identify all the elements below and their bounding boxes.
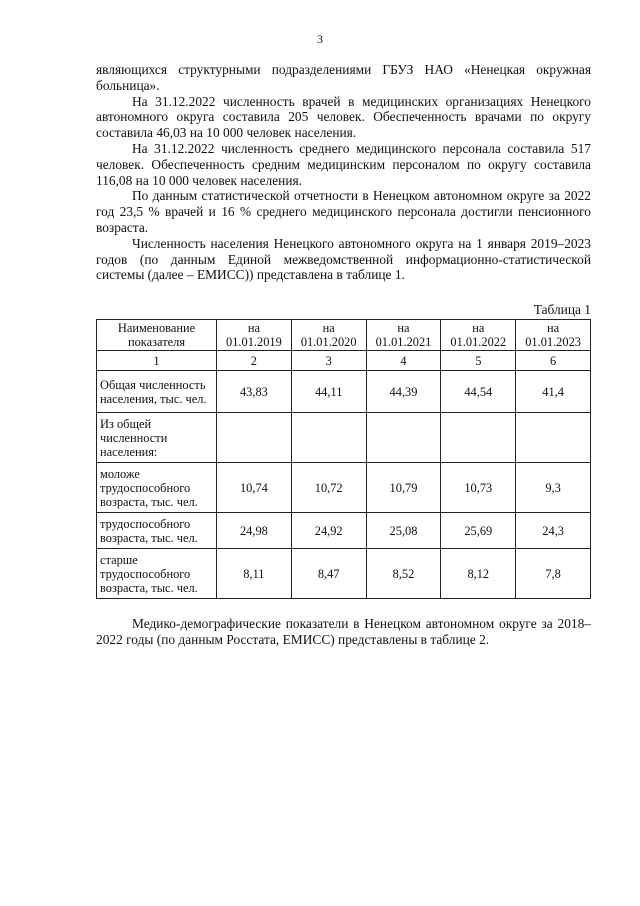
table-cell: 25,08 [366, 513, 441, 549]
table-header-row [97, 320, 591, 351]
column-index: 1 [97, 351, 217, 371]
table-cell: 24,3 [516, 513, 591, 549]
table-cell: 10,72 [291, 463, 366, 513]
column-header: на 01.01.2021 [366, 320, 441, 351]
row-label: Общая численность населения, тыс. чел. [97, 371, 217, 413]
paragraph: На 31.12.2022 численность врачей в медицинских организациях Ненецкого автономного округа составила 205 человек. Обеспеченность врачами по округу составила 46,03 на 10 000 человек населения. [96, 93, 591, 141]
table-cell: 8,12 [441, 549, 516, 599]
paragraph: Медико-демографические показатели в Ненецком автономном округе за 2018–2022 годы (по данным Росстата, ЕМИСС) представлены в таблице 2. [96, 616, 591, 647]
column-header: на 01.01.2019 [217, 320, 292, 351]
column-header: на 01.01.2023 [516, 320, 591, 351]
row-label: Из общей численности населения: [97, 413, 217, 463]
table-cell: 10,73 [441, 463, 516, 513]
column-header: на 01.01.2022 [441, 320, 516, 351]
table-cell: 24,92 [291, 513, 366, 549]
table-cell: 44,11 [291, 371, 366, 413]
row-label: моложе трудоспособного возраста, тыс. чел. [97, 463, 217, 513]
table-cell: 43,83 [217, 371, 292, 413]
table-cell [516, 413, 591, 463]
table-cell: 7,8 [516, 549, 591, 599]
row-label: старше трудоспособного возраста, тыс. чел. [97, 549, 217, 599]
population-table [96, 319, 591, 599]
row-label: трудоспособного возраста, тыс. чел. [97, 513, 217, 549]
table-cell: 10,74 [217, 463, 292, 513]
column-header: на 01.01.2020 [291, 320, 366, 351]
column-index: 4 [366, 351, 441, 371]
table-cell: 44,54 [441, 371, 516, 413]
table-cell: 25,69 [441, 513, 516, 549]
paragraph: По данным статистической отчетности в Ненецком автономном округе за 2022 год 23,5 % врачей и 16 % среднего медицинского персонала достигли пенсионного возраста. [96, 188, 591, 235]
table-caption: Таблица 1 [533, 302, 591, 317]
column-index: 5 [441, 351, 516, 371]
column-index: 2 [217, 351, 292, 371]
paragraph: Численность населения Ненецкого автономного округа на 1 января 2019–2023 годов (по данным Единой межведомственной информационно-статистической системы (далее – ЕМИСС)) представлена в таблице 1. [96, 235, 591, 283]
column-index-row [97, 351, 591, 371]
table-cell: 8,52 [366, 549, 441, 599]
table-cell: 8,47 [291, 549, 366, 599]
table-cell [217, 413, 292, 463]
page-number: 3 [317, 32, 323, 46]
column-index: 3 [291, 351, 366, 371]
table-cell: 24,98 [217, 513, 292, 549]
body-text [96, 62, 591, 283]
closing-text [96, 616, 591, 648]
paragraph: являющихся структурными подразделениями ГБУЗ НАО «Ненецкая окружная больница». [96, 62, 591, 93]
table-row [97, 549, 591, 599]
table-cell: 9,3 [516, 463, 591, 513]
column-index: 6 [516, 351, 591, 371]
table-cell: 44,39 [366, 371, 441, 413]
table-cell [441, 413, 516, 463]
table-cell: 10,79 [366, 463, 441, 513]
table-row [97, 513, 591, 549]
table-cell [366, 413, 441, 463]
table-cell: 41,4 [516, 371, 591, 413]
table-row [97, 413, 591, 463]
table-cell [291, 413, 366, 463]
table-cell: 8,11 [217, 549, 292, 599]
table-row [97, 463, 591, 513]
table-row [97, 371, 591, 413]
column-header: Наименование показателя [97, 320, 217, 351]
paragraph: На 31.12.2022 численность среднего медицинского персонала составила 517 человек. Обеспеченность средним медицинским персоналом по округу составила 116,08 на 10 000 человек населения. [96, 140, 591, 188]
